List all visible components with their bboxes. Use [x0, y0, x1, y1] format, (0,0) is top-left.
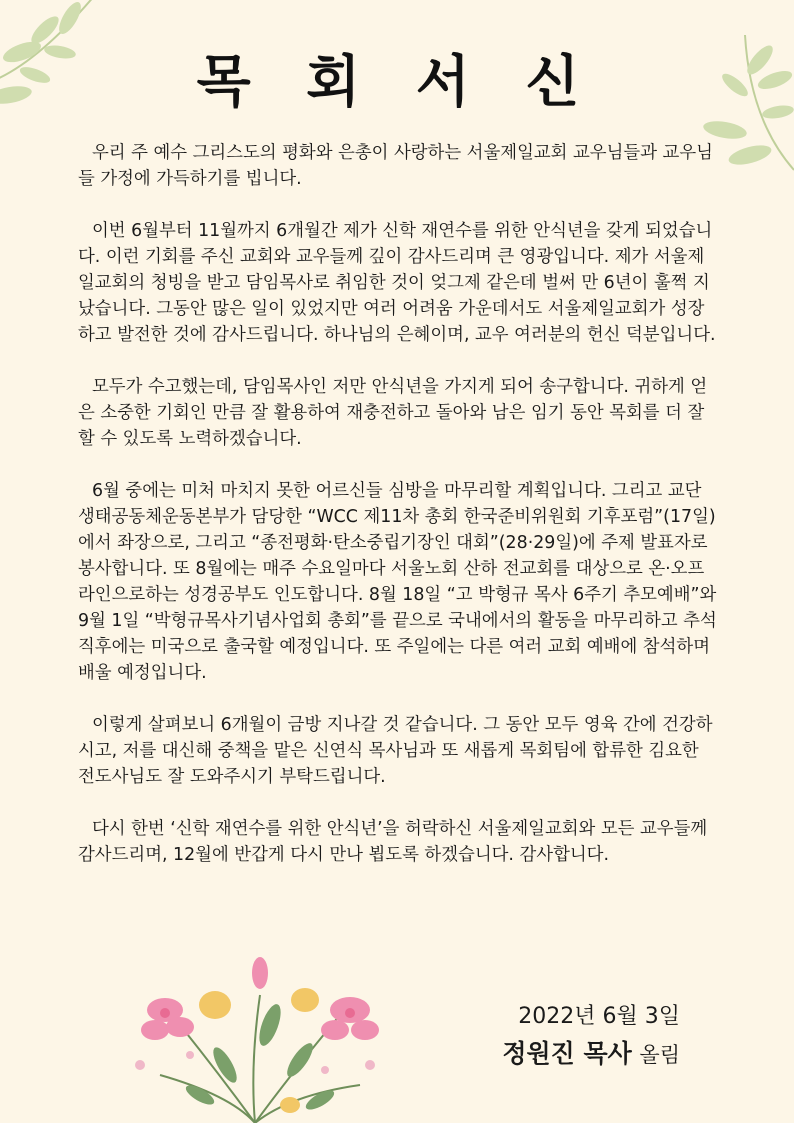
- paragraph: 6월 중에는 미처 마치지 못한 어르신들 심방을 마무리할 계획입니다. 그리고 교단 생태공동체운동본부가 담당한 “WCC 제11차 총회 한국준비위원회 기후포럼”(17일)에서 좌장으로, 그리고 “종전평화·탄소중립기장인 대회”(28·29일)에 주제 발표자로 봉사합니다. 또 8월에는 매주 수요일마다 서울노회 산하 전교회를 대상으로 온·오프라인으로하는 성경공부도 인도합니다. 8월 18일 “고 박형규 목사 6주기 추모예배”와 9월 1일 “박형규목사기념사업회 총회”를 끝으로 국내에서의 활동을 마무리하고 추석 직후에는 미국으로 출국할 예정입니다. 또 주일에는 다른 여러 교회 예배에 참석하며 배울 예정입니다.: [78, 481, 717, 683]
- letter-body: [78, 140, 718, 894]
- letter-date: 2022년 6월 3일: [518, 1004, 680, 1029]
- paragraph: 모두가 수고했는데, 담임목사인 저만 안식년을 가지게 되어 송구합니다. 귀하게 얻은 소중한 기회인 만큼 잘 활용하여 재충전하고 돌아와 남은 임기 동안 목회를 더 잘할 수 있도록 노력하겠습니다.: [78, 377, 708, 449]
- paragraph: 우리 주 예수 그리스도의 평화와 은총이 사랑하는 서울제일교회 교우님들과 교우님들 가정에 가득하기를 빕니다.: [78, 143, 713, 189]
- paragraph: 다시 한번 ‘신학 재연수를 위한 안식년’을 허락하신 서울제일교회와 모든 교우들께 감사드리며, 12월에 반갑게 다시 만나 뵙도록 하겠습니다. 감사합니다.: [78, 819, 708, 865]
- paragraph: 이번 6월부터 11월까지 6개월간 제가 신학 재연수를 위한 안식년을 갖게 되었습니다. 이런 기회를 주신 교회와 교우들께 깊이 감사드리며 큰 영광입니다. 제가 서울제일교회의 청빙을 받고 담임목사로 취임한 것이 엊그제 같은데 벌써 만 6년이 훌쩍 지났습니다. 그동안 많은 일이 있었지만 여러 어려움 가운데서도 서울제일교회가 성장하고 발전한 것에 감사드립니다. 하나님의 은혜이며, 교우 여러분의 헌신 덕분입니다.: [78, 221, 716, 345]
- signature-block: [470, 1000, 680, 1075]
- paragraph: 이렇게 살펴보니 6개월이 금방 지나갈 것 같습니다. 그 동안 모두 영육 간에 건강하시고, 저를 대신해 중책을 맡은 신연식 목사님과 또 새롭게 목회팀에 합류한 김요한 전도사님도 잘 도와주시기 부탁드립니다.: [78, 715, 713, 787]
- flower-bouquet-icon: [120, 955, 390, 1123]
- signer-suffix: 올림: [639, 1043, 680, 1067]
- page-title: 목 회 서 신: [196, 50, 598, 115]
- signer-name: 정원진 목사: [502, 1039, 632, 1068]
- signer-line: [470, 1034, 680, 1075]
